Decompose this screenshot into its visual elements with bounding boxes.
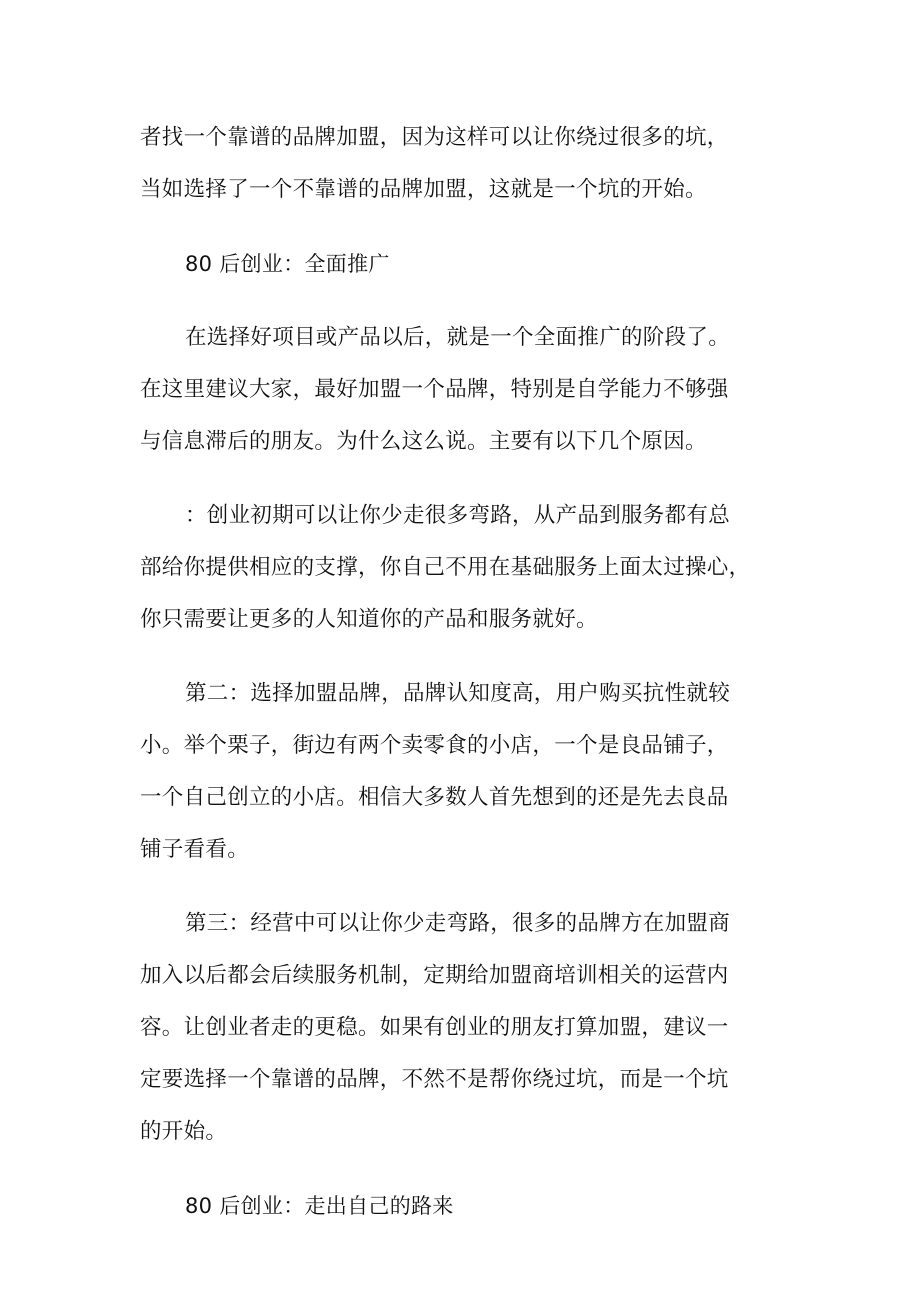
text-line: 第三：经营中可以让你少走弯路，很多的品牌方在加盟商 [185, 911, 731, 936]
text-line: 部给你提供相应的支撑，你自己不用在基础服务上面太过操心， [140, 555, 751, 580]
text-line: 铺子看看。 [140, 837, 250, 862]
text-line: 定要选择一个靠谱的品牌，不然不是帮你绕过坑，而是一个坑 [140, 1067, 729, 1092]
heading-text: 80 后创业：走出自己的路来 [185, 1194, 454, 1218]
text-line: 容。让创业者走的更稳。如果有创业的朋友打算加盟，建议一 [140, 1015, 729, 1040]
heading-text: 80 后创业：全面推广 [185, 252, 390, 276]
text-line: 者找一个靠谱的品牌加盟，因为这样可以让你绕过很多的坑， [140, 125, 729, 150]
text-line: 的开始。 [140, 1119, 228, 1144]
text-line: 在选择好项目或产品以后，就是一个全面推广的阶段了。 [185, 325, 731, 350]
paragraph-first-reason [140, 490, 780, 646]
paragraph-continuation [140, 112, 780, 216]
text-line: 当如选择了一个不靠谱的品牌加盟，这就是一个坑的开始。 [140, 177, 707, 202]
section-heading-own-path [140, 1180, 780, 1232]
text-line: 在这里建议大家，最好加盟一个品牌，特别是自学能力不够强 [140, 377, 729, 402]
text-line: 第二：选择加盟品牌，品牌认知度高，用户购买抗性就较 [185, 681, 731, 706]
text-line: 加入以后都会后续服务机制，定期给加盟商培训相关的运营内 [140, 963, 729, 988]
text-line: 与信息滞后的朋友。为什么这么说。主要有以下几个原因。 [140, 429, 707, 454]
paragraph-second-reason [140, 668, 780, 876]
section-heading-promotion [140, 238, 780, 290]
paragraph-intro [140, 312, 780, 468]
text-line: 一个自己创立的小店。相信大多数人首先想到的还是先去良品 [140, 785, 729, 810]
text-line: 你只需要让更多的人知道你的产品和服务就好。 [140, 607, 598, 632]
paragraph-third-reason [140, 898, 780, 1158]
text-line: ：创业初期可以让你少走很多弯路，从产品到服务都有总 [185, 503, 731, 528]
document-page [140, 112, 780, 1254]
text-line: 小。举个栗子，街边有两个卖零食的小店，一个是良品铺子， [140, 733, 729, 758]
